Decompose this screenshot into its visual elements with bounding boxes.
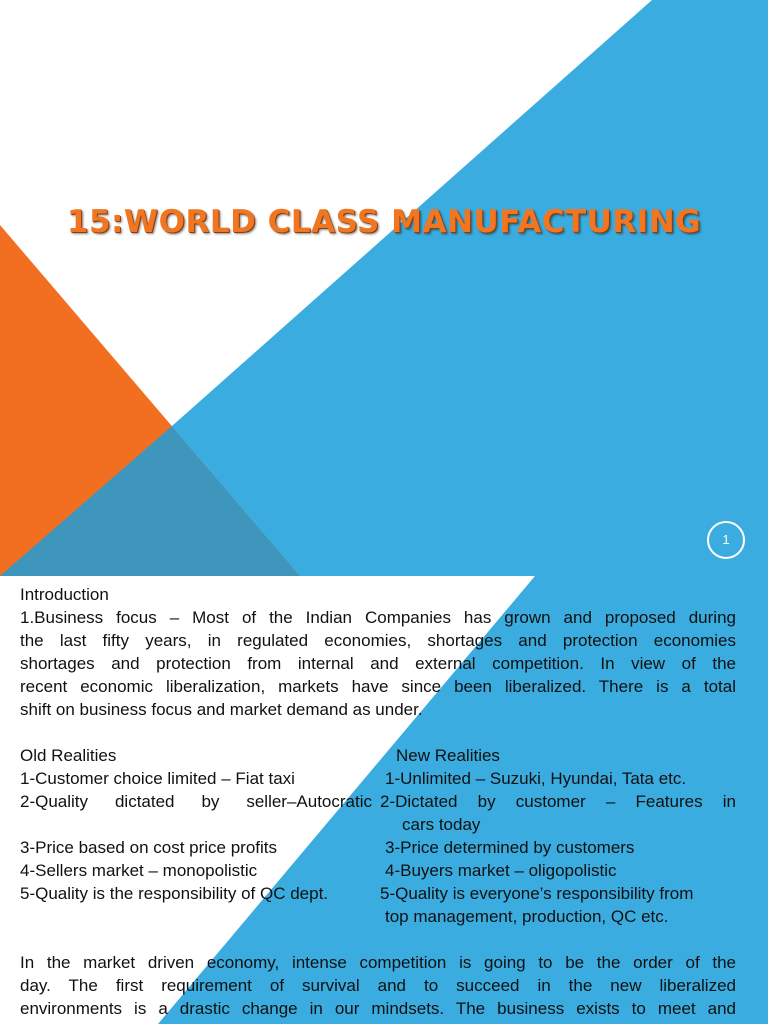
para2-line: In the market driven economy, intense competition is going to be the order of the <box>20 953 736 972</box>
realities-row <box>20 905 736 928</box>
old-reality: 3-Price based on cost price profits <box>20 838 278 857</box>
slide-title: 15:WORLD CLASS MANUFACTURING <box>66 204 702 240</box>
old-reality: 1-Customer choice limited – Fiat taxi <box>20 769 295 788</box>
new-reality: 5-Quality is everyone’s responsibility from <box>380 884 694 903</box>
page-number-badge: 1 <box>707 521 745 559</box>
old-reality: 2-Quality dictated by seller–Autocratic <box>20 792 372 811</box>
realities-row <box>20 859 736 882</box>
old-reality: 5-Quality is the responsibility of QC dept. <box>20 884 329 903</box>
new-reality: 4-Buyers market – oligopolistic <box>385 861 617 880</box>
para1-line: 1.Business focus – Most of the Indian Companies has grown and proposed during <box>20 608 736 627</box>
new-reality: top management, production, QC etc. <box>385 907 669 926</box>
realities-row <box>20 767 736 790</box>
realities-row <box>20 790 736 813</box>
para1-line: the last fifty years, in regulated economies, shortages and protection economies <box>20 631 736 650</box>
new-reality: cars today <box>402 815 481 834</box>
new-reality: 1-Unlimited – Suzuki, Hyundai, Tata etc. <box>385 769 687 788</box>
old-reality: 4-Sellers market – monopolistic <box>20 861 258 880</box>
realities-row <box>20 882 736 905</box>
para1-line: shortages and protection from internal and external competition. In view of the <box>20 654 736 673</box>
realities-row <box>20 813 736 836</box>
document-text <box>20 583 736 1020</box>
new-reality: 2-Dictated by customer – Features in <box>380 792 736 811</box>
intro-heading: Introduction <box>20 585 109 604</box>
para1-line: recent economic liberalization, markets have since been liberalized. There is a total <box>20 677 736 696</box>
document-page <box>0 576 768 1024</box>
para1-line: shift on business focus and market demand as under. <box>20 700 423 719</box>
realities-row <box>20 836 736 859</box>
realities-header-row <box>20 744 736 767</box>
para2-line: environments is a drastic change in our mindsets. The business exists to meet and <box>20 999 736 1018</box>
old-realities-header: Old Realities <box>20 746 117 765</box>
para2-line: day. The first requirement of survival and to succeed in the new liberalized <box>20 976 736 995</box>
new-reality: 3-Price determined by customers <box>385 838 635 857</box>
new-realities-header: New Realities <box>396 746 500 765</box>
